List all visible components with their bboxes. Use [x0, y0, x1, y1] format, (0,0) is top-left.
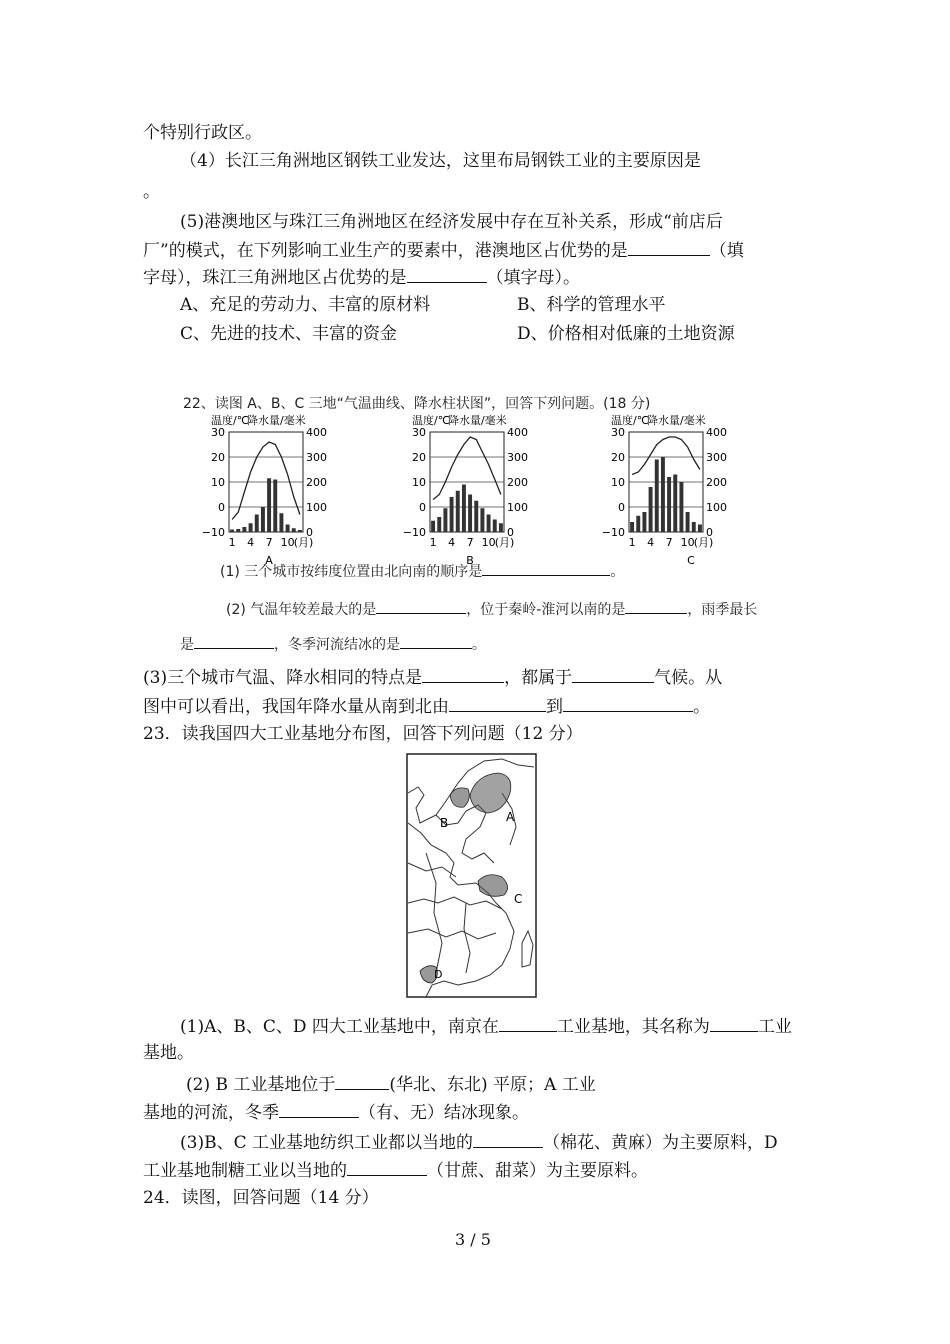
question-22-part2-cont: [180, 633, 486, 657]
x-tick-label: 10: [280, 536, 295, 549]
precip-bar: [286, 525, 290, 533]
text-segment: ，都属于: [504, 668, 573, 688]
precip-bar: [468, 495, 472, 533]
precip-bar: [261, 507, 265, 532]
tick-label-right: 0: [507, 526, 514, 539]
precip-bar: [292, 528, 296, 532]
tick-label-left: 0: [218, 501, 225, 514]
tick-label-left: −10: [601, 526, 625, 539]
map-label-c: C: [514, 892, 523, 906]
tick-label-right: 100: [507, 501, 528, 514]
precip-bar: [462, 485, 466, 533]
option-a: A、充足的劳动力、丰富的原材料: [180, 295, 431, 315]
text-segment: (2) B 工业基地位于: [186, 1075, 336, 1095]
question-4: （4）长江三角洲地区钢铁工业发达，这里布局钢铁工业的主要原因是: [180, 151, 701, 171]
precip-bar: [679, 482, 683, 532]
question-23-part1: [180, 1013, 792, 1039]
precip-bar: [255, 515, 259, 533]
question-23-part2: [186, 1071, 596, 1097]
text-segment: (1) 三个城市按纬度位置由北向南的顺序是: [220, 564, 483, 580]
answer-blank[interactable]: [572, 664, 654, 683]
answer-blank[interactable]: [710, 1013, 758, 1032]
answer-blank[interactable]: [335, 1071, 389, 1090]
precip-bar: [630, 522, 634, 532]
text-line: [143, 237, 744, 263]
x-tick-label: 7: [665, 536, 673, 549]
precip-bar: [642, 512, 646, 532]
precip-bar: [692, 522, 696, 532]
text-segment: ，冬季河流结冰的是: [274, 637, 400, 653]
x-axis-unit: (月): [293, 536, 314, 549]
x-axis-unit: (月): [693, 536, 714, 549]
x-tick-label: 4: [448, 536, 456, 549]
tick-label-left: 30: [611, 426, 625, 439]
tick-label-right: 300: [706, 451, 727, 464]
x-tick-label: 7: [265, 536, 273, 549]
tick-label-left: 0: [419, 501, 426, 514]
tick-label-right: 200: [706, 476, 727, 489]
precip-bar: [487, 515, 491, 533]
text-segment: （有、无）结冰现象。: [359, 1103, 529, 1123]
tick-label-left: 10: [412, 476, 426, 489]
precip-bar: [230, 530, 234, 533]
x-tick-label: 4: [647, 536, 655, 549]
answer-blank[interactable]: [194, 634, 274, 649]
precip-bar: [236, 529, 240, 532]
answer-blank[interactable]: [407, 264, 487, 283]
x-tick-label: 4: [247, 536, 255, 549]
y-axis-label-right: 降水量/毫米: [247, 414, 306, 427]
answer-blank[interactable]: [625, 599, 687, 614]
text-segment: (3)B、C 工业基地纺织工业都以当地的: [180, 1133, 473, 1153]
text-segment: (华北、东北) 平原；A 工业: [389, 1075, 596, 1095]
x-tick-label: 1: [628, 536, 636, 549]
text-segment: （填: [709, 241, 744, 261]
text-segment: （甘蔗、甜菜）为主要原料。: [427, 1161, 648, 1181]
climate-charts: [0, 410, 950, 580]
text-segment: ，雨季最长: [687, 602, 758, 618]
question-24-title: 24．读图，回答问题（14 分）: [143, 1188, 379, 1208]
industrial-base-map: [406, 753, 538, 998]
x-tick-label: 10: [680, 536, 695, 549]
question-23-part2-cont: [143, 1099, 529, 1125]
precip-bar: [636, 516, 640, 532]
precip-bar: [480, 508, 484, 532]
text-segment: ，位于秦岭-淮河以南的是: [466, 602, 626, 618]
answer-blank[interactable]: [422, 664, 504, 683]
question-23-title: 23．读我国四大工业基地分布图，回答下列问题（12 分）: [143, 724, 583, 744]
text-line: [143, 264, 580, 290]
chart-name-label: A: [265, 554, 273, 567]
precip-bar: [267, 478, 271, 532]
map-label-d: D: [434, 968, 443, 981]
text-segment: 工业基地制糖工业以当地的: [143, 1161, 347, 1181]
text-segment: 。: [472, 637, 486, 653]
question-22-part2: [226, 598, 757, 622]
precip-bar: [655, 460, 659, 533]
tick-label-right: 0: [306, 526, 313, 539]
text-segment: 字母），珠江三角洲地区占优势的是: [143, 268, 407, 288]
question-22-part3: [143, 664, 722, 690]
answer-blank[interactable]: [449, 693, 546, 712]
text-segment: (1)A、B、C、D 四大工业基地中，南京在: [180, 1017, 499, 1037]
temperature-curve: [632, 437, 700, 475]
option-d: D、价格相对低廉的土地资源: [517, 324, 735, 344]
chart-name-label: B: [466, 554, 474, 567]
tick-label-right: 300: [507, 451, 528, 464]
precip-bar: [493, 520, 497, 533]
answer-blank[interactable]: [279, 1099, 359, 1118]
x-tick-label: 1: [429, 536, 437, 549]
precip-bar: [499, 523, 503, 532]
x-tick-label: 1: [228, 536, 236, 549]
text-segment: 。: [693, 697, 710, 717]
tick-label-right: 400: [306, 426, 327, 439]
tick-label-left: 20: [211, 451, 225, 464]
precip-bar: [698, 525, 702, 533]
y-axis-label-left: 温度/℃: [611, 414, 650, 427]
tick-label-left: −10: [402, 526, 426, 539]
tick-label-left: 10: [611, 476, 625, 489]
chart-name-label: C: [687, 554, 695, 567]
x-axis-unit: (月): [494, 536, 515, 549]
precip-bar: [456, 491, 460, 532]
climate-chart-c: [602, 413, 727, 567]
tick-label-left: 20: [412, 451, 426, 464]
answer-blank[interactable]: [473, 1129, 543, 1148]
text-segment: 厂”的模式，在下列影响工业生产的要素中，港澳地区占优势的是: [143, 241, 628, 261]
text-line: 。: [143, 182, 160, 202]
precip-bar: [450, 497, 454, 532]
tick-label-left: 30: [211, 426, 225, 439]
text-segment: 基地的河流，冬季: [143, 1103, 279, 1123]
answer-blank[interactable]: [563, 693, 693, 712]
tick-label-right: 300: [306, 451, 327, 464]
option-b: B、科学的管理水平: [517, 295, 666, 315]
tick-label-right: 200: [306, 476, 327, 489]
text-segment: （棉花、黄麻）为主要原料，D: [542, 1133, 778, 1153]
question-23-part3: [180, 1129, 778, 1155]
question-23-part3-cont: [143, 1157, 648, 1183]
text-line: 个特别行政区。: [143, 123, 262, 143]
page-number: 3 / 5: [455, 1230, 491, 1249]
text-line: 基地。: [143, 1043, 194, 1063]
answer-blank[interactable]: [376, 599, 466, 614]
precip-bar: [242, 527, 246, 532]
precip-bar: [431, 521, 435, 532]
tick-label-left: −10: [201, 526, 225, 539]
text-segment: 图中可以看出，我国年降水量从南到北由: [143, 697, 449, 717]
text-segment: 工业基地，其名称为: [556, 1017, 710, 1037]
text-segment: 。: [610, 564, 625, 580]
tick-label-left: 30: [412, 426, 426, 439]
tick-label-right: 0: [706, 526, 713, 539]
answer-blank[interactable]: [347, 1157, 427, 1176]
text-segment: （填字母）。: [486, 268, 580, 288]
temperature-curve: [232, 442, 300, 520]
y-axis-label-right: 降水量/毫米: [448, 414, 507, 427]
tick-label-right: 400: [706, 426, 727, 439]
tick-label-left: 20: [611, 451, 625, 464]
y-axis-label-left: 温度/℃: [412, 414, 451, 427]
text-segment: 到: [546, 697, 563, 717]
question-22-title: 22、读图 A、B、C 三地“气温曲线、降水柱状图”，回答下列问题。(18 分): [183, 396, 651, 412]
tick-label-left: 10: [211, 476, 225, 489]
precip-bar: [298, 530, 302, 532]
map-label-b: B: [440, 816, 449, 830]
climate-chart-a: [202, 413, 327, 567]
precip-bar: [661, 457, 665, 532]
climate-chart-b: [403, 413, 528, 567]
tick-label-right: 400: [507, 426, 528, 439]
text-segment: (3)三个城市气温、降水相同的特点是: [143, 668, 423, 688]
precip-bar: [686, 512, 690, 532]
tick-label-right: 100: [306, 501, 327, 514]
x-tick-label: 10: [481, 536, 496, 549]
question-22-part1: [220, 560, 624, 584]
option-c: C、先进的技术、丰富的资金: [180, 324, 398, 344]
x-tick-label: 7: [466, 536, 474, 549]
tick-label-right: 100: [706, 501, 727, 514]
y-axis-label-left: 温度/℃: [211, 414, 250, 427]
map-label-a: A: [506, 810, 515, 824]
precip-bar: [649, 487, 653, 532]
y-axis-label-right: 降水量/毫米: [647, 414, 706, 427]
temperature-curve: [433, 437, 501, 500]
precip-bar: [474, 501, 478, 532]
answer-blank[interactable]: [400, 634, 472, 649]
precip-bar: [437, 517, 441, 532]
precip-bar: [249, 523, 253, 532]
text-segment: (2) 气温年较差最大的是: [226, 602, 377, 618]
precip-bar: [279, 513, 283, 532]
question-22-part3-cont: [143, 693, 710, 719]
precip-bar: [673, 475, 677, 533]
tick-label-left: 0: [618, 501, 625, 514]
precip-bar: [443, 508, 447, 532]
question-5: (5)港澳地区与珠江三角洲地区在经济发展中存在互补关系，形成“前店后: [180, 212, 723, 232]
text-segment: 工业: [757, 1017, 792, 1037]
answer-blank[interactable]: [628, 237, 710, 256]
text-segment: 气候。从: [654, 668, 723, 688]
tick-label-right: 200: [507, 476, 528, 489]
answer-blank[interactable]: [482, 561, 610, 576]
answer-blank[interactable]: [499, 1013, 557, 1032]
precip-bar: [273, 480, 277, 533]
text-segment: 是: [180, 637, 194, 653]
precip-bar: [667, 477, 671, 532]
